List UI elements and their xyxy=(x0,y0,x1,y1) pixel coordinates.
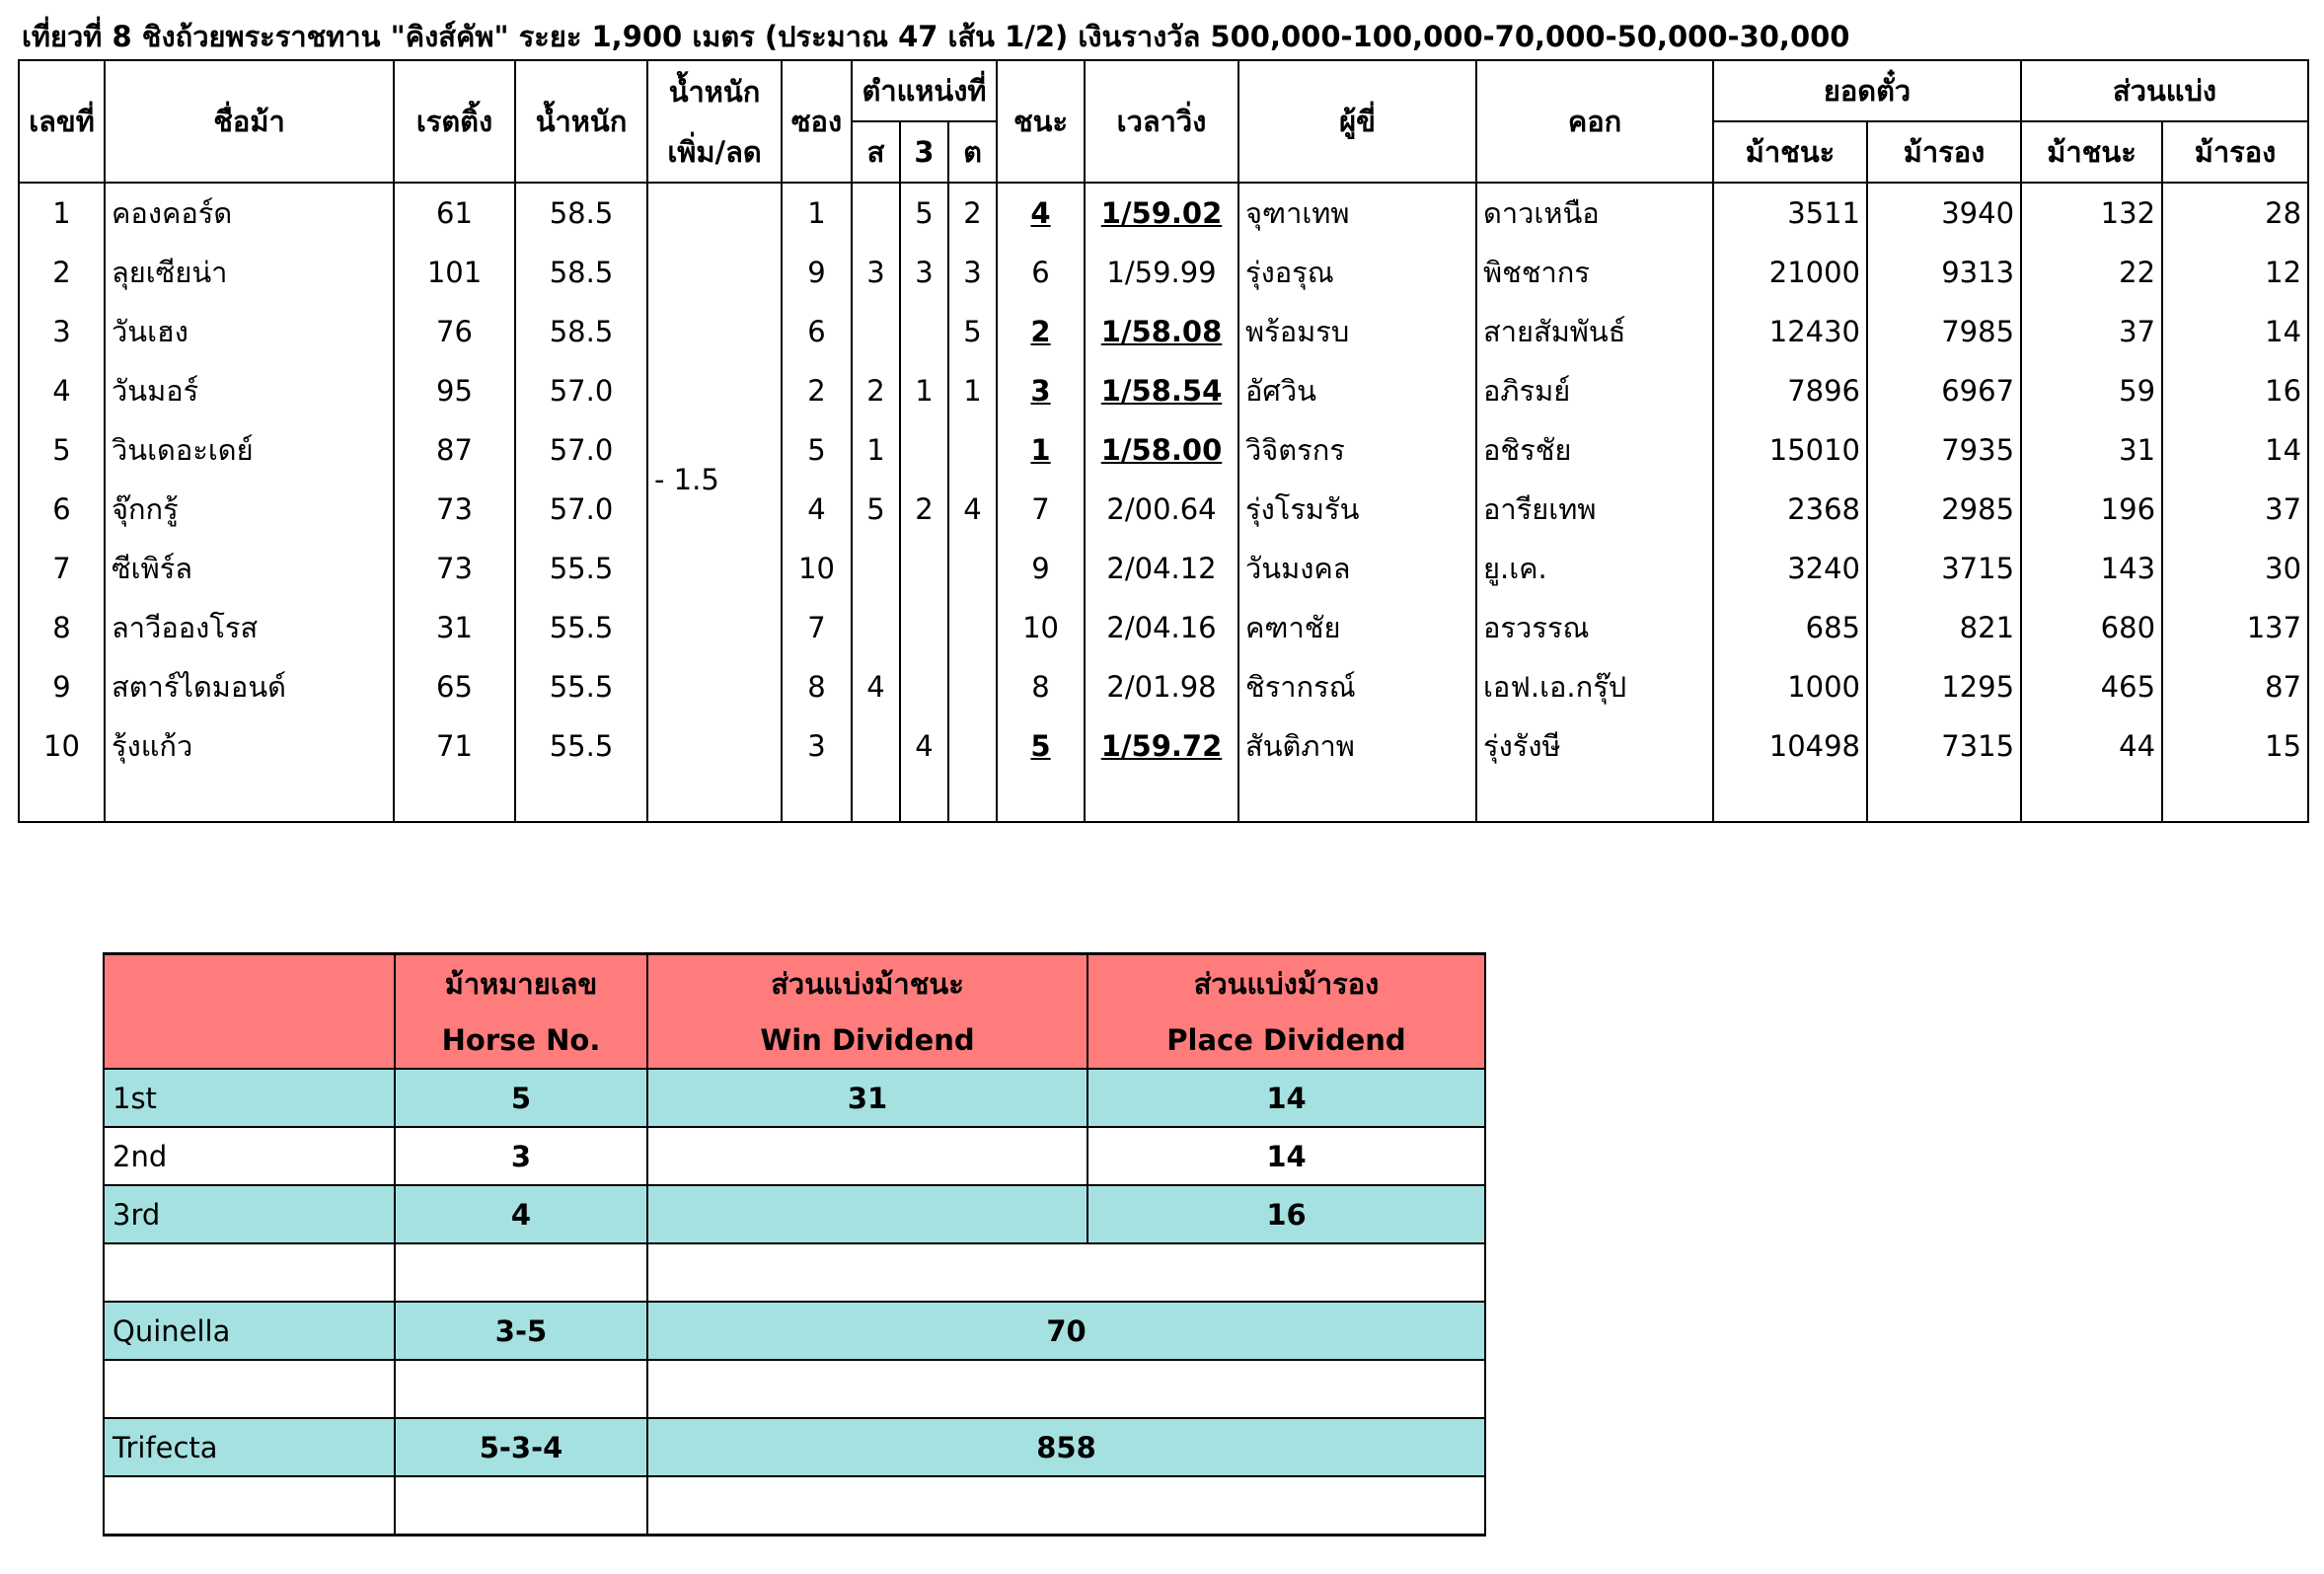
cell-jockey: อัศวิน xyxy=(1238,361,1476,420)
cell-weight: 55.5 xyxy=(515,598,647,657)
cell-pos-c: 2 xyxy=(948,183,997,243)
dividend-row-quinella xyxy=(104,1302,1485,1360)
cell-pos-b xyxy=(900,302,948,361)
cell-jockey: พร้อมรบ xyxy=(1238,302,1476,361)
cell-pos-b: 4 xyxy=(900,716,948,776)
cell-tote-place: 7315 xyxy=(1867,716,2021,776)
dividend-row-1st xyxy=(104,1069,1485,1127)
cell-finish: 2 xyxy=(997,302,1085,361)
cell-pos-a: 2 xyxy=(852,361,900,420)
cell-time: 2/04.12 xyxy=(1085,539,1238,598)
cell-div-win: 59 xyxy=(2021,361,2162,420)
cell-finish: 1 xyxy=(997,420,1085,480)
cell-stable: รุ่งรังษี xyxy=(1476,716,1713,776)
quinella-dividend: 70 xyxy=(647,1302,1485,1360)
cell-gate: 6 xyxy=(782,302,852,361)
cell-tote-place: 3715 xyxy=(1867,539,2021,598)
cell-pos-a: 3 xyxy=(852,243,900,302)
cell-jockey: วิจิตรกร xyxy=(1238,420,1476,480)
cell-tote-win: 15010 xyxy=(1713,420,1867,480)
cell-finish: 8 xyxy=(997,657,1085,716)
cell-tote-place: 9313 xyxy=(1867,243,2021,302)
cell-div-place: 15 xyxy=(2162,716,2308,776)
cell-pos-c xyxy=(948,420,997,480)
cell-pos-b: 1 xyxy=(900,361,948,420)
cell-pos-a: 1 xyxy=(852,420,900,480)
header-tote-win: ม้าชนะ xyxy=(1713,121,1867,183)
header-win-dividend-en: Win Dividend xyxy=(647,1012,1087,1069)
cell-weight: 57.0 xyxy=(515,420,647,480)
cell-gate: 7 xyxy=(782,598,852,657)
header-win-dividend-th: ส่วนแบ่งม้าชนะ xyxy=(647,954,1087,1012)
cell-jockey: รุ่งอรุณ xyxy=(1238,243,1476,302)
cell-rating: 31 xyxy=(394,598,515,657)
cell-pos-c xyxy=(948,657,997,716)
cell-gate: 8 xyxy=(782,657,852,716)
header-horse: ชื่อม้า xyxy=(105,60,394,183)
cell-pos-a xyxy=(852,716,900,776)
horse-number: 5 xyxy=(395,1069,647,1127)
cell-div-place: 30 xyxy=(2162,539,2308,598)
header-weight-adj-bottom: เพิ่ม/ลด xyxy=(647,121,782,183)
cell-horse: สตาร์ไดมอนด์ xyxy=(105,657,394,716)
win-dividend-empty xyxy=(647,1127,1087,1185)
header-weight-adj-top: น้ำหนัก xyxy=(647,60,782,121)
cell-rating: 71 xyxy=(394,716,515,776)
cell-stable: ยู.เค. xyxy=(1476,539,1713,598)
dividend-row-trifecta xyxy=(104,1418,1485,1476)
cell-pos-a xyxy=(852,598,900,657)
cell-pos-b xyxy=(900,657,948,716)
cell-jockey: คฑาชัย xyxy=(1238,598,1476,657)
header-pos-c: ต xyxy=(948,121,997,183)
header-horse-no-en: Horse No. xyxy=(395,1012,647,1069)
cell-tote-place: 2985 xyxy=(1867,480,2021,539)
cell-stable: สายสัมพันธ์ xyxy=(1476,302,1713,361)
table-row xyxy=(19,420,2308,480)
table-row xyxy=(19,243,2308,302)
header-pos-b: 3 xyxy=(900,121,948,183)
cell-finish: 7 xyxy=(997,480,1085,539)
cell-time: 1/58.54 xyxy=(1085,361,1238,420)
cell-tote-place: 6967 xyxy=(1867,361,2021,420)
cell-rating: 65 xyxy=(394,657,515,716)
cell-no: 9 xyxy=(19,657,105,716)
dividend-row-2nd xyxy=(104,1127,1485,1185)
cell-tote-win: 1000 xyxy=(1713,657,1867,716)
table-row xyxy=(19,361,2308,420)
cell-pos-c: 3 xyxy=(948,243,997,302)
cell-weight-adjustment: - 1.5 xyxy=(647,183,782,776)
cell-gate: 2 xyxy=(782,361,852,420)
cell-tote-win: 7896 xyxy=(1713,361,1867,420)
row-label: Trifecta xyxy=(104,1418,395,1476)
table-row xyxy=(19,480,2308,539)
cell-gate: 9 xyxy=(782,243,852,302)
cell-finish: 9 xyxy=(997,539,1085,598)
cell-div-win: 196 xyxy=(2021,480,2162,539)
race-title: เที่ยวที่ 8 ชิงถ้วยพระราชทาน "คิงส์คัพ" ระยะ 1,900 เมตร (ประมาณ 47 เส้น 1/2) เงินรางวัล 500,000-100,000-70,000-50,000-30,000 xyxy=(22,20,1850,53)
cell-weight: 55.5 xyxy=(515,716,647,776)
dividend-row-blank xyxy=(104,1476,1485,1536)
cell-weight: 58.5 xyxy=(515,183,647,243)
cell-rating: 73 xyxy=(394,480,515,539)
cell-no: 8 xyxy=(19,598,105,657)
cell-rating: 76 xyxy=(394,302,515,361)
cell-tote-place: 821 xyxy=(1867,598,2021,657)
cell-weight: 55.5 xyxy=(515,657,647,716)
table-row xyxy=(19,302,2308,361)
header-dividend: ส่วนแบ่ง xyxy=(2021,60,2308,121)
cell-div-place: 137 xyxy=(2162,598,2308,657)
win-dividend-empty xyxy=(647,1185,1087,1243)
cell-no: 1 xyxy=(19,183,105,243)
cell-weight: 57.0 xyxy=(515,361,647,420)
table-row xyxy=(19,598,2308,657)
horse-number: 4 xyxy=(395,1185,647,1243)
cell-horse: ลาวีอองโรส xyxy=(105,598,394,657)
cell-pos-c: 5 xyxy=(948,302,997,361)
cell-gate: 4 xyxy=(782,480,852,539)
dividend-row-blank xyxy=(104,1243,1485,1302)
cell-tote-win: 10498 xyxy=(1713,716,1867,776)
cell-div-place: 28 xyxy=(2162,183,2308,243)
cell-tote-place: 3940 xyxy=(1867,183,2021,243)
cell-div-win: 37 xyxy=(2021,302,2162,361)
table-spacer-row xyxy=(19,776,2308,822)
row-label: 2nd xyxy=(104,1127,395,1185)
cell-gate: 3 xyxy=(782,716,852,776)
cell-div-win: 132 xyxy=(2021,183,2162,243)
cell-weight: 57.0 xyxy=(515,480,647,539)
cell-time: 1/59.72 xyxy=(1085,716,1238,776)
cell-stable: พิชชากร xyxy=(1476,243,1713,302)
cell-tote-place: 7985 xyxy=(1867,302,2021,361)
cell-jockey: สันติภาพ xyxy=(1238,716,1476,776)
cell-tote-win: 3240 xyxy=(1713,539,1867,598)
cell-pos-c xyxy=(948,716,997,776)
cell-pos-b xyxy=(900,420,948,480)
cell-tote-win: 21000 xyxy=(1713,243,1867,302)
place-dividend: 14 xyxy=(1087,1069,1485,1127)
header-weight: น้ำหนัก xyxy=(515,60,647,183)
cell-rating: 61 xyxy=(394,183,515,243)
cell-rating: 95 xyxy=(394,361,515,420)
table-row xyxy=(19,657,2308,716)
horse-number: 3 xyxy=(395,1127,647,1185)
header-rating: เรตติ้ง xyxy=(394,60,515,183)
cell-pos-b xyxy=(900,598,948,657)
header-position: ตำแหน่งที่ xyxy=(852,60,997,121)
cell-horse: วินเดอะเดย์ xyxy=(105,420,394,480)
cell-pos-b xyxy=(900,539,948,598)
win-dividend: 31 xyxy=(647,1069,1087,1127)
cell-pos-c xyxy=(948,598,997,657)
dividend-row-3rd xyxy=(104,1185,1485,1243)
cell-jockey: รุ่งโรมรัน xyxy=(1238,480,1476,539)
cell-time: 2/01.98 xyxy=(1085,657,1238,716)
cell-finish: 10 xyxy=(997,598,1085,657)
cell-div-win: 465 xyxy=(2021,657,2162,716)
cell-pos-b: 3 xyxy=(900,243,948,302)
cell-finish: 3 xyxy=(997,361,1085,420)
cell-div-win: 44 xyxy=(2021,716,2162,776)
cell-div-place: 12 xyxy=(2162,243,2308,302)
cell-no: 4 xyxy=(19,361,105,420)
header-finish: ชนะ xyxy=(997,60,1085,183)
cell-stable: อารียเทพ xyxy=(1476,480,1713,539)
header-place-dividend-th: ส่วนแบ่งม้ารอง xyxy=(1087,954,1485,1012)
cell-horse: ซีเพิร์ล xyxy=(105,539,394,598)
cell-time: 1/59.99 xyxy=(1085,243,1238,302)
cell-pos-a xyxy=(852,539,900,598)
cell-weight: 55.5 xyxy=(515,539,647,598)
header-place-dividend-en: Place Dividend xyxy=(1087,1012,1485,1069)
cell-horse: ลุยเซียน่า xyxy=(105,243,394,302)
cell-tote-win: 685 xyxy=(1713,598,1867,657)
row-label: 1st xyxy=(104,1069,395,1127)
table-row xyxy=(19,716,2308,776)
dividend-header-blank xyxy=(104,954,395,1012)
cell-stable: อรวรรณ xyxy=(1476,598,1713,657)
cell-jockey: ชิรากรณ์ xyxy=(1238,657,1476,716)
cell-stable: อชิรชัย xyxy=(1476,420,1713,480)
cell-tote-place: 7935 xyxy=(1867,420,2021,480)
cell-finish: 4 xyxy=(997,183,1085,243)
cell-pos-c: 1 xyxy=(948,361,997,420)
cell-pos-c: 4 xyxy=(948,480,997,539)
header-stable: คอก xyxy=(1476,60,1713,183)
cell-div-win: 22 xyxy=(2021,243,2162,302)
race-results-table xyxy=(18,59,2309,823)
header-tote: ยอดตั๋ว xyxy=(1713,60,2021,121)
cell-div-place: 37 xyxy=(2162,480,2308,539)
row-label: 3rd xyxy=(104,1185,395,1243)
cell-tote-win: 2368 xyxy=(1713,480,1867,539)
place-dividend: 16 xyxy=(1087,1185,1485,1243)
header-gate: ซอง xyxy=(782,60,852,183)
header-tote-place: ม้ารอง xyxy=(1867,121,2021,183)
cell-no: 7 xyxy=(19,539,105,598)
horse-number: 3-5 xyxy=(395,1302,647,1360)
cell-tote-win: 3511 xyxy=(1713,183,1867,243)
cell-horse: วันมอร์ xyxy=(105,361,394,420)
header-pos-a: ส xyxy=(852,121,900,183)
cell-finish: 5 xyxy=(997,716,1085,776)
cell-tote-win: 12430 xyxy=(1713,302,1867,361)
cell-div-place: 14 xyxy=(2162,420,2308,480)
cell-div-place: 14 xyxy=(2162,302,2308,361)
cell-time: 1/58.08 xyxy=(1085,302,1238,361)
dividend-row-blank xyxy=(104,1360,1485,1418)
cell-time: 2/04.16 xyxy=(1085,598,1238,657)
header-no: เลขที่ xyxy=(19,60,105,183)
cell-div-place: 16 xyxy=(2162,361,2308,420)
cell-pos-b: 2 xyxy=(900,480,948,539)
cell-time: 1/58.00 xyxy=(1085,420,1238,480)
place-dividend: 14 xyxy=(1087,1127,1485,1185)
cell-pos-a xyxy=(852,183,900,243)
cell-stable: อภิรมย์ xyxy=(1476,361,1713,420)
cell-weight: 58.5 xyxy=(515,243,647,302)
cell-no: 6 xyxy=(19,480,105,539)
dividend-header-blank xyxy=(104,1012,395,1069)
cell-finish: 6 xyxy=(997,243,1085,302)
header-time: เวลาวิ่ง xyxy=(1085,60,1238,183)
row-label: Quinella xyxy=(104,1302,395,1360)
cell-pos-c xyxy=(948,539,997,598)
cell-horse: รุ้งแก้ว xyxy=(105,716,394,776)
cell-gate: 5 xyxy=(782,420,852,480)
cell-pos-b: 5 xyxy=(900,183,948,243)
header-div-win: ม้าชนะ xyxy=(2021,121,2162,183)
cell-no: 3 xyxy=(19,302,105,361)
cell-div-place: 87 xyxy=(2162,657,2308,716)
cell-div-win: 143 xyxy=(2021,539,2162,598)
header-jockey: ผู้ขี่ xyxy=(1238,60,1476,183)
header-horse-no-th: ม้าหมายเลข xyxy=(395,954,647,1012)
table-row xyxy=(19,539,2308,598)
cell-horse: วันเฮง xyxy=(105,302,394,361)
header-div-place: ม้ารอง xyxy=(2162,121,2308,183)
table-row xyxy=(19,183,2308,243)
trifecta-dividend: 858 xyxy=(647,1418,1485,1476)
cell-rating: 87 xyxy=(394,420,515,480)
cell-rating: 73 xyxy=(394,539,515,598)
cell-div-win: 680 xyxy=(2021,598,2162,657)
cell-gate: 10 xyxy=(782,539,852,598)
cell-pos-a: 5 xyxy=(852,480,900,539)
cell-horse: คองคอร์ด xyxy=(105,183,394,243)
cell-stable: ดาวเหนือ xyxy=(1476,183,1713,243)
cell-jockey: จุฑาเทพ xyxy=(1238,183,1476,243)
horse-number: 5-3-4 xyxy=(395,1418,647,1476)
cell-gate: 1 xyxy=(782,183,852,243)
cell-pos-a xyxy=(852,302,900,361)
cell-horse: จุ๊กกรู้ xyxy=(105,480,394,539)
cell-stable: เอฟ.เอ.กรุ๊ป xyxy=(1476,657,1713,716)
cell-no: 10 xyxy=(19,716,105,776)
cell-div-win: 31 xyxy=(2021,420,2162,480)
cell-weight: 58.5 xyxy=(515,302,647,361)
cell-no: 2 xyxy=(19,243,105,302)
dividend-table xyxy=(103,952,1486,1537)
cell-tote-place: 1295 xyxy=(1867,657,2021,716)
cell-jockey: วันมงคล xyxy=(1238,539,1476,598)
cell-time: 1/59.02 xyxy=(1085,183,1238,243)
cell-rating: 101 xyxy=(394,243,515,302)
cell-time: 2/00.64 xyxy=(1085,480,1238,539)
cell-no: 5 xyxy=(19,420,105,480)
cell-pos-a: 4 xyxy=(852,657,900,716)
